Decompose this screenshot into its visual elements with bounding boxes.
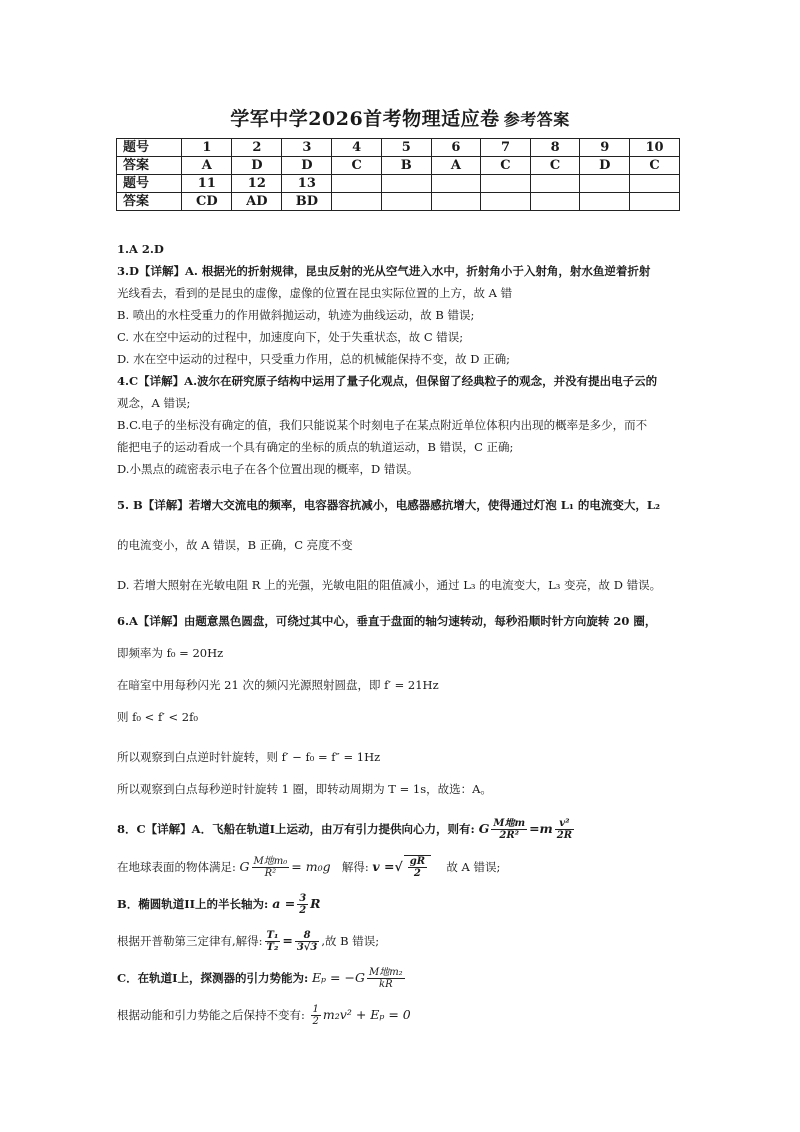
table-cell: A	[182, 157, 232, 175]
fraction	[555, 818, 574, 841]
solution-line: 5. B【详解】若增大交流电的频率，电容器容抗减小，电感器感抗增大，使得通过灯泡 L₁ 的电流变大，L₂	[117, 498, 660, 512]
fraction	[408, 856, 427, 879]
table-cell: 10	[630, 139, 680, 157]
formula	[272, 893, 321, 916]
formula-part: G	[239, 859, 250, 874]
table-cell: 8	[530, 139, 580, 157]
formula: v =√ $\frac{gR}{2}$	[372, 859, 435, 874]
table-cell: 答案	[117, 193, 182, 211]
solution-line	[117, 1004, 687, 1027]
formula	[478, 818, 576, 841]
page-title	[0, 104, 800, 131]
table-cell: 11	[182, 175, 232, 193]
solution-line	[117, 855, 687, 879]
denominator: 2	[312, 1016, 319, 1027]
solution-line	[117, 967, 687, 990]
solution-line: 所以观察到白点逆时针旋转，则 f′ − f₀ = f″ = 1Hz	[117, 750, 381, 764]
answer-table	[116, 138, 680, 211]
solution-line	[117, 260, 687, 282]
table-cell	[530, 175, 580, 193]
formula-part: a =	[272, 896, 296, 911]
table-cell	[381, 175, 431, 193]
fraction	[252, 856, 290, 879]
table-cell	[630, 175, 680, 193]
table-cell	[580, 175, 630, 193]
solution-line	[117, 818, 687, 841]
solution-line: 即频率为 f₀ = 20Hz	[117, 646, 224, 660]
table-cell	[431, 175, 481, 193]
solution-line: 在暗室中用每秒闪光 21 次的频闪光源照射圆盘，即 f′ = 21Hz	[117, 678, 439, 692]
denominator: R²	[264, 868, 277, 879]
formula-part: =	[282, 933, 293, 948]
denominator: 2	[413, 868, 421, 879]
table-cell: 答案	[117, 157, 182, 175]
formula-part: m₂v² + Eₚ = 0	[322, 1007, 411, 1022]
table-cell: 2	[232, 139, 282, 157]
table-cell: 7	[481, 139, 531, 157]
table-cell	[431, 193, 481, 211]
table-cell: C	[630, 157, 680, 175]
table-cell: 6	[431, 139, 481, 157]
solution-line	[117, 930, 687, 953]
table-cell: 4	[332, 139, 382, 157]
solution-text	[117, 238, 687, 1027]
formula	[311, 967, 407, 990]
table-cell	[580, 193, 630, 211]
formula	[263, 930, 322, 953]
table-cell	[332, 193, 382, 211]
page-title-main: 学军中学2026首考物理适应卷	[230, 108, 500, 130]
solution-line: 6.A【详解】由题意黑色圆盘，可绕过其中心，垂直于盘面的轴匀速转动，每秒沿顺时针方向旋转 20 圈，	[117, 614, 657, 628]
denominator: 2R²	[499, 830, 520, 841]
table-cell	[530, 193, 580, 211]
table-cell: 5	[381, 139, 431, 157]
square-root	[404, 855, 431, 879]
table-cell: 9	[580, 139, 630, 157]
fraction	[311, 1004, 321, 1027]
fraction	[295, 930, 320, 953]
fraction	[265, 930, 281, 953]
denominator: 2	[299, 905, 307, 916]
table-cell	[332, 175, 382, 193]
solution-text-span: 根据开普勒第三定律有,解得:	[117, 934, 263, 948]
numerator: gR	[409, 856, 426, 867]
solution-line: 则 f₀ < f′ < 2f₀	[117, 710, 198, 724]
denominator: 3√3	[296, 942, 318, 953]
solution-text-span: 在地球表面的物体满足:	[117, 860, 236, 874]
solution-line: C. 水在空中运动的过程中，加速度向下，处于失重状态，故 C 错误;	[117, 330, 464, 344]
table-cell: D	[232, 157, 282, 175]
solution-line: 所以观察到白点每秒逆时针旋转 1 圈，即转动周期为 T = 1s，故选：A。	[117, 782, 492, 796]
table-cell: D	[282, 157, 332, 175]
table-row	[117, 193, 680, 211]
table-cell: 题号	[117, 139, 182, 157]
solution-text-span: B．椭圆轨道II上的半长轴为:	[117, 897, 269, 911]
table-cell: CD	[182, 193, 232, 211]
formula-part: v =	[372, 859, 395, 874]
table-row	[117, 139, 680, 157]
table-cell: BD	[282, 193, 332, 211]
table-row	[117, 175, 680, 193]
formula-part: R	[310, 896, 321, 911]
denominator: kR	[379, 979, 393, 990]
solution-text-span: 根据动能和引力势能之后保持不变有:	[117, 1008, 305, 1022]
solution-line: B.C.电子的坐标没有确定的值，我们只能说某个时刻电子在某点附近单位体积内出现的概率是多少，而不	[117, 418, 648, 432]
numerator: 1	[312, 1004, 319, 1015]
table-cell	[481, 175, 531, 193]
table-cell: C	[332, 157, 382, 175]
formula	[309, 1004, 411, 1027]
solution-line: 光线看去，看到的是昆虫的虚像，虚像的位置在昆虫实际位置的上方，故 A 错	[117, 286, 513, 300]
solution-text-span: C．在轨道I上，探测器的引力势能为:	[117, 971, 309, 985]
formula-part: Eₚ = −G	[311, 970, 365, 985]
numerator: T₁	[266, 930, 279, 941]
solution-text-span: 解得:	[341, 860, 369, 874]
solution-line: 1.A 2.D	[117, 242, 164, 256]
numerator: M地m	[493, 818, 526, 829]
numerator: 8	[295, 930, 320, 942]
page-title-sub: 参考答案	[503, 110, 570, 129]
formula-part: G	[478, 821, 490, 836]
formula-part: =m	[529, 821, 553, 836]
fraction	[297, 893, 308, 916]
table-cell: C	[530, 157, 580, 175]
solution-line: 的电流变小，故 A 错误，B 正确，C 亮度不变	[117, 538, 353, 552]
table-cell	[630, 193, 680, 211]
table-row	[117, 157, 680, 175]
solution-line: B. 喷出的水柱受重力的作用做斜抛运动，轨迹为曲线运动，故 B 错误;	[117, 308, 475, 322]
solution-text-span: 故 A 错误;	[446, 860, 501, 874]
table-cell: A	[431, 157, 481, 175]
table-cell: 3	[282, 139, 332, 157]
table-cell: B	[381, 157, 431, 175]
solution-line	[117, 893, 687, 916]
solution-line: D. 水在空中运动的过程中，只受重力作用，总的机械能保持不变，故 D 正确;	[117, 352, 511, 366]
table-cell: 1	[182, 139, 232, 157]
solution-line: 4.C【详解】A.波尔在研究原子结构中运用了量子化观点，但保留了经典粒子的观念，并没有提出电子云的	[117, 374, 658, 388]
solution-line: 观念，A 错误;	[117, 396, 191, 410]
solution-line: D.小黑点的疏密表示电子在各个位置出现的概率，D 错误。	[117, 462, 419, 476]
fraction	[367, 967, 405, 990]
numerator: M地m₀	[253, 856, 288, 867]
formula	[239, 856, 335, 879]
table-cell: 题号	[117, 175, 182, 193]
solution-line: D. 若增大照射在光敏电阻 R 上的光强，光敏电阻的阻值减小，通过 L₃ 的电流变大，L₃ 变亮，故 D 错误。	[117, 578, 662, 592]
table-cell	[481, 193, 531, 211]
table-cell: 13	[282, 175, 332, 193]
fraction	[491, 818, 527, 841]
table-cell: AD	[232, 193, 282, 211]
numerator: M地m₂	[368, 967, 403, 978]
solution-text-span: 3.D【详解】A. 根据光的折射规律，昆虫反射的光从空气进入水中，折射角小于入射角，射水鱼逆着折射	[117, 264, 651, 278]
denominator: 2R	[556, 830, 573, 841]
solution-text-span: 8．C【详解】A．飞船在轨道I上运动，由万有引力提供向心力，则有:	[117, 822, 475, 836]
table-cell: 12	[232, 175, 282, 193]
numerator: v²	[555, 818, 574, 830]
table-cell: C	[481, 157, 531, 175]
numerator: 3	[299, 893, 307, 904]
table-cell	[381, 193, 431, 211]
table-cell: D	[580, 157, 630, 175]
formula-part: = m₀g	[291, 859, 331, 874]
solution-line: 能把电子的运动看成一个具有确定的坐标的质点的轨道运动，B 错误，C 正确;	[117, 440, 514, 454]
denominator: T₂	[266, 942, 279, 953]
solution-text-span: ,故 B 错误;	[321, 934, 380, 948]
